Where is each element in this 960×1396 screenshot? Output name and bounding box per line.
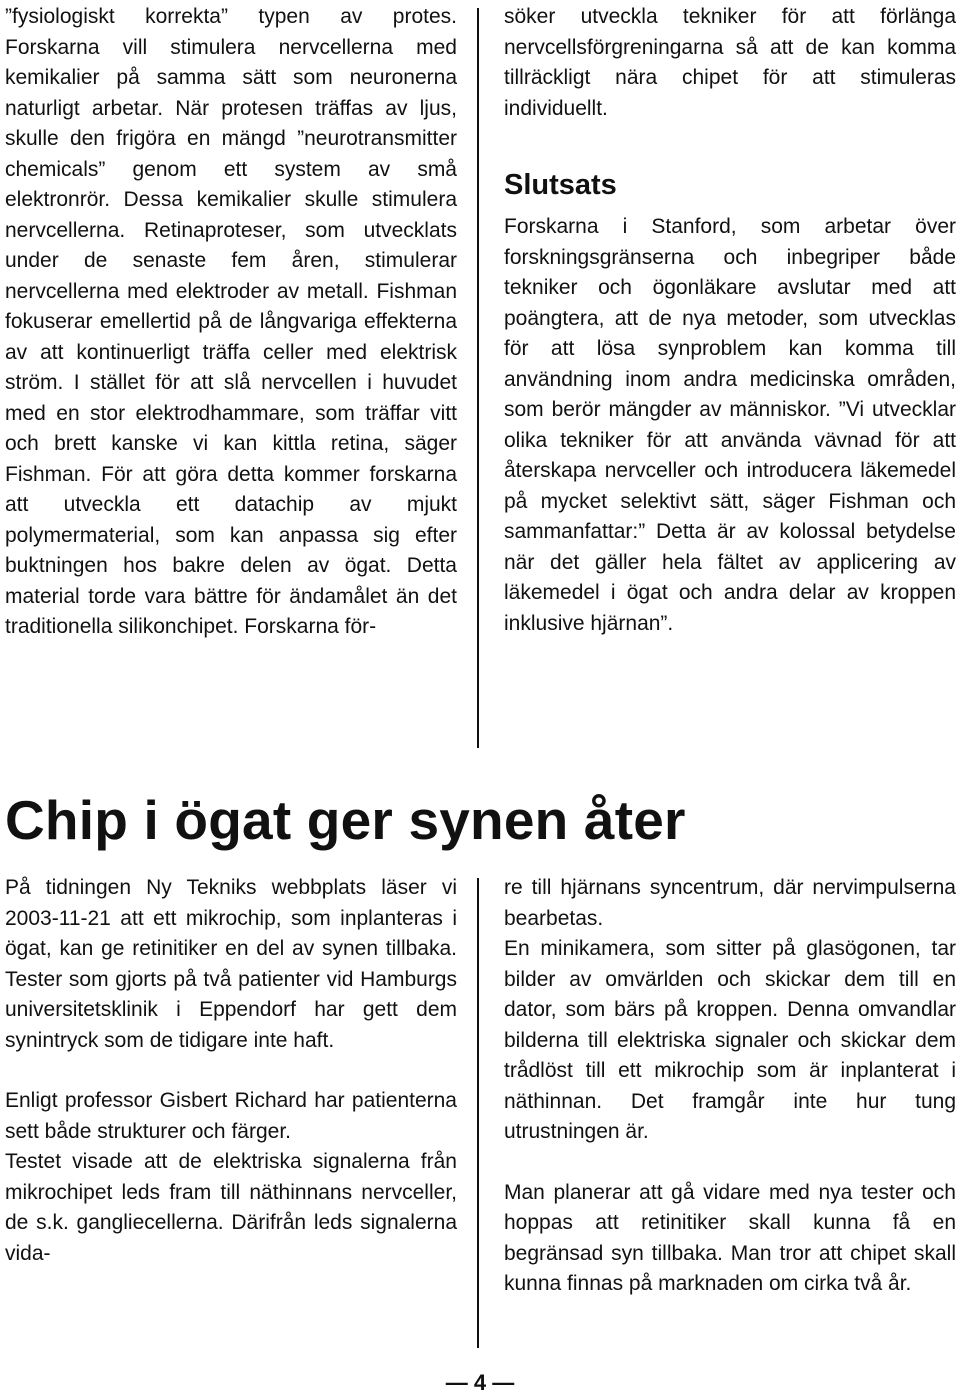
- paragraph: På tidningen Ny Tekniks webbplats läser vi 2003-11-21 att ett mikrochip, som inplanteras i ögat, kan ge retinitiker en del av synen tillbaka. Tester som gjorts på två patienter vid Hamburgs universitetsklinik i Eppendorf har gett dem synintryck som de tidigare inte haft.: [5, 876, 457, 1052]
- bottom-right-column: [504, 873, 956, 1300]
- column-divider: [477, 8, 479, 748]
- paragraph: Testet visade att de elektriska signalerna från mikrochipet leds fram till näthinnans nervceller, de s.k. gangliecellerna. Därifrån leds signalerna vida-: [5, 1150, 457, 1265]
- column-divider: [477, 878, 479, 1348]
- top-left-column: [5, 2, 457, 643]
- section-heading: Slutsats: [504, 169, 617, 201]
- top-right-column: [504, 2, 956, 639]
- page-number: — 4 —: [445, 1370, 515, 1395]
- paragraph: ”fysiologiskt korrekta” typen av protes. Forskarna vill stimulera nervcellerna med kemikalier på samma sätt som neuronerna naturligt arbetar. När protesen träffas av ljus, skulle den frigöra en mängd ”neurotransmitter chemicals” genom ett system av små elektronrör. Dessa kemikalier skulle stimulera nervcellerna. Retinaproteser, som utvecklats under de senaste fem åren, stimulerar nervcellerna med elektroder av metall. Fishman fokuserar emellertid på de långvariga effekterna av att kontinuerligt träffa celler med elektrisk ström. I stället för att slå nervcellen i huvudet med en stor elektrodhammare, som träffar vitt och brett kanske vi kan kittla retina, säger Fishman. För att göra detta kommer forskarna att utveckla ett datachip av mjukt polymermaterial, som kan anpassa sig efter buktningen hos bakre delen av ögat. Detta material torde vara bättre för ändamålet än det traditionella silikonchipet. Forskarna för-: [5, 5, 457, 638]
- article-headline: Chip i ögat ger synen åter: [5, 789, 686, 851]
- paragraph: re till hjärnans syncentrum, där nervimpulserna bearbetas.: [504, 876, 956, 930]
- paragraph: Man planerar att gå vidare med nya tester och hoppas att retinitiker skall kunna få en begränsad syn tillbaka. Man tror att chipet skall kunna finnas på marknaden om cirka två år.: [504, 1180, 956, 1295]
- paragraph: En minikamera, som sitter på glasögonen, tar bilder av omvärlden och skickar dem till en dator, som bärs på kroppen. Denna omvandlar bilderna till elektriska signaler och skickar dem trådlöst till ett mikrochip som är inplanterat i näthinnan. Det framgår inte hur tung utrustningen är.: [504, 937, 956, 1143]
- paragraph: Forskarna i Stanford, som arbetar över forskningsgränserna och inbegriper både tekniker och ögonläkare avslutar med att poängtera, att de nya metoder, som utvecklas för att lösa synproblem kan komma till användning inom andra medicinska områden, som berör mängder av människor. ”Vi utvecklar olika tekniker för att använda vävnad för att återskapa nervceller och introducera läkemedel på mycket selektivt sätt, säger Fishman och sammanfattar:” Detta är av kolossal betydelse när det gäller hela fältet av applicering av läkemedel i ögat och andra delar av kroppen inklusive hjärnan”.: [504, 215, 956, 635]
- paragraph: Enligt professor Gisbert Richard har patienterna sett både strukturer och färger.: [5, 1089, 457, 1143]
- paragraph: söker utveckla tekniker för att förlänga nervcellsförgreningarna så att de kan komma tillräckligt nära chipet för att stimuleras individuellt.: [504, 5, 956, 120]
- bottom-left-column: [5, 873, 457, 1269]
